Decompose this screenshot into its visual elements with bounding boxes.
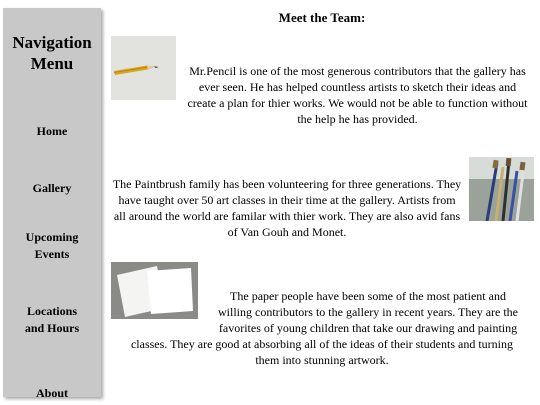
paper-paragraph-line-1: The paper people have been some of the most patient and willing contributors to the gallery in recent years. They are the favorites of young children that take our drawing and painting [217,289,518,335]
paper-photo [111,262,198,319]
nav-link-about[interactable]: About [35,386,68,400]
nav-link-upcoming-events[interactable]: Upcoming Events [25,230,79,261]
pencil-photo [111,36,176,100]
paintbrush-paragraph: The Paintbrush family has been volunteering for three generations. They have taught over 50 art classes in their time at the gallery. Artists from all around the world are familar with thier work. They are also avid fans of Van Gouh and Monet. [112,177,462,239]
nav-link-locations-hours[interactable]: Locations and Hours [24,304,80,335]
nav-link-home[interactable]: Home [36,124,68,138]
nav-link-gallery[interactable]: Gallery [32,181,72,195]
navigation-sidebar [3,8,101,400]
navigation-menu-title: Navigation Menu [12,33,92,73]
paintbrushes-photo [469,157,534,221]
paper-paragraph-line-2: classes. They are good at absorbing all of the ideas of their students and turning them into stunning artwork. [130,337,513,367]
paper-paragraph-wrapped [203,288,533,336]
pencil-paragraph: Mr.Pencil is one of the most generous contributors that the gallery has ever seen. He has helped countless artists to sketch their ideas and create a plan for thier works. We would not be able to function without the help he has provided. [187,64,528,126]
page-heading: Meet the Team: [278,10,366,25]
paper-paragraph-tail [112,336,532,368]
